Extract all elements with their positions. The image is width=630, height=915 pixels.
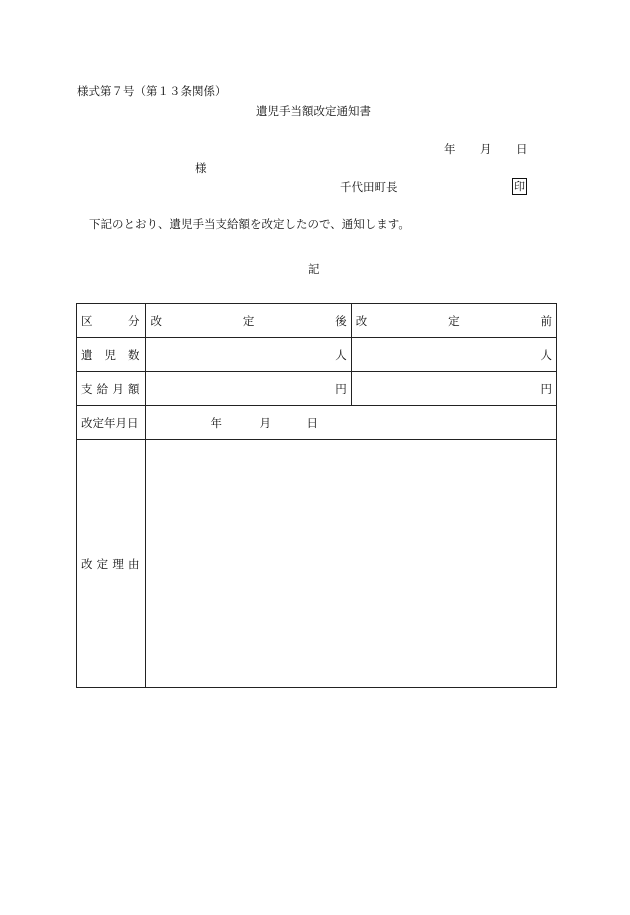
revision-reason-value-cell [146,440,557,688]
children-label-char: 数 [127,347,140,362]
document-title: 遺児手当額改定通知書 [256,104,371,118]
revision-date-month: 月 [259,416,271,430]
revision-date-row [77,406,557,440]
form-number: 様式第７号（第１３条関係） [77,84,227,98]
header-label-char: 区 [81,313,93,328]
header-before-char: 前 [540,313,552,328]
header-after-char: 改 [150,313,162,328]
children-label-char: 遺 [81,347,93,362]
notice-table [76,303,557,688]
reason-label-char: 改 [81,556,93,571]
children-count-row [77,338,557,372]
ki-heading: 記 [308,262,320,276]
amount-label-char: 給 [96,381,109,396]
notice-body-text: 下記のとおり、遺児手当支給額を改定したので、通知します。 [89,217,410,231]
issue-date-day: 日 [516,142,528,156]
header-label-cell [77,304,146,338]
monthly-amount-after-cell [146,372,351,406]
table-header-row [77,304,557,338]
header-before-cell [351,304,556,338]
issue-date-year: 年 [444,142,456,156]
revision-reason-label-cell [77,440,146,688]
revision-date-value-cell [146,406,557,440]
monthly-amount-label-cell [77,372,146,406]
amount-after-unit: 円 [335,381,347,396]
amount-label-char: 月 [112,381,124,396]
reason-label-char: 由 [127,556,140,571]
amount-before-unit: 円 [540,381,552,396]
header-before-char: 改 [355,313,368,328]
revision-reason-row [77,440,557,688]
children-after-unit: 人 [335,347,347,362]
revision-date-year: 年 [210,416,222,430]
children-before-unit: 人 [540,347,552,362]
amount-label-char: 額 [127,381,140,396]
children-count-after-cell [146,338,351,372]
seal-mark: 印 [514,180,525,193]
monthly-amount-before-cell [351,372,556,406]
revision-date-label: 改定年月日 [81,415,139,430]
children-count-label-cell [77,338,146,372]
reason-label-char: 定 [96,556,109,571]
header-after-char: 定 [242,313,255,328]
monthly-amount-row [77,372,557,406]
amount-label-char: 支 [81,381,93,396]
issue-date-month: 月 [480,142,492,156]
children-label-char: 児 [104,347,116,362]
children-count-before-cell [351,338,556,372]
revision-date-day: 日 [306,416,318,430]
header-after-cell [146,304,351,338]
revision-date-label-cell [77,406,146,440]
recipient-honorific: 様 [195,161,207,175]
issuer-name: 千代田町長 [340,180,398,194]
header-before-char: 定 [448,313,460,328]
header-after-char: 後 [335,313,347,328]
header-label-char: 分 [127,313,140,328]
reason-label-char: 理 [112,556,124,571]
